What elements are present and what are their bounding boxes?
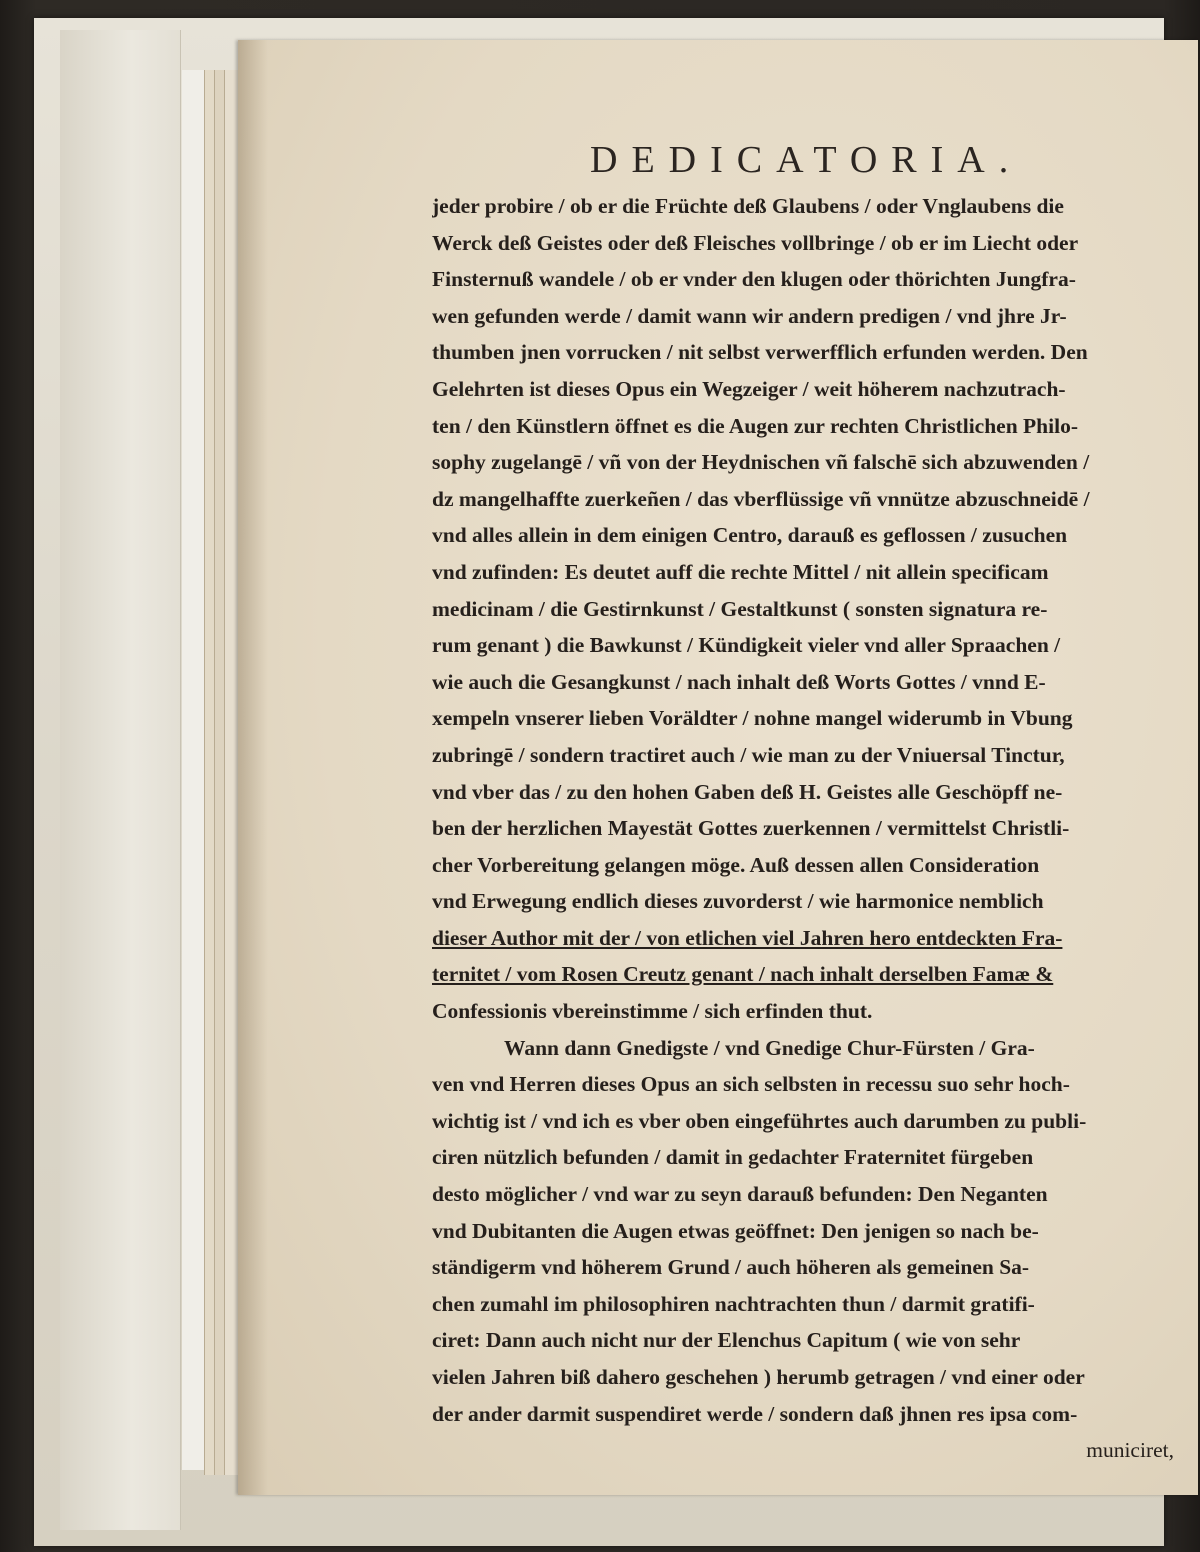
text-line: xempeln vnserer lieben Voräldter / nohne mangel widerumb in Vbung [432, 706, 1073, 731]
text-line: vnd Erwegung endlich dieses zuvorderst / wie harmonice nemblich [432, 889, 1044, 914]
text-line: medicinam / die Gestirnkunst / Gestaltkunst ( sonsten signatura re- [432, 596, 1048, 621]
paragraph-start-line: Wann dann Gnedigste / vnd Gnedige Chur-Fürsten / Gra- [504, 1035, 1035, 1060]
text-line: ciret: Dann auch nicht nur der Elenchus Capitum ( wie von sehr [432, 1328, 1021, 1353]
text-line: ben der herzlichen Mayestät Gottes zuerkennen / vermittelst Christli- [432, 816, 1070, 841]
text-line: chen zumahl im philosophiren nachtrachten thun / darmit gratifi- [432, 1291, 1035, 1316]
page-heading: DEDICATORIA. [590, 139, 1023, 181]
text-line: vnd alles allein in dem einigen Centro, darauß es geflossen / zusuchen [432, 523, 1068, 548]
text-line: sophy zugelangē / vñ von der Heydnischen vñ falschē sich abzuwenden / [432, 450, 1090, 475]
text-line: wie auch die Gesangkunst / nach inhalt deß Worts Gottes / vnnd E- [432, 669, 1046, 694]
text-line: thumben jnen vorrucken / nit selbst verwerfflich erfunden werden. Den [432, 340, 1088, 365]
text-line-underlined: dieser Author mit der / von etlichen viel Jahren hero entdeckten Fra- [432, 925, 1063, 950]
text-line: ven vnd Herren dieses Opus an sich selbsten in recessu suo sehr hoch- [432, 1072, 1070, 1097]
text-line: Werck deß Geistes oder deß Fleisches vollbringe / ob er im Liecht oder [432, 230, 1079, 255]
text-line: ten / den Künstlern öffnet es die Augen zur rechten Christlichen Philo- [432, 413, 1078, 438]
text-line: cher Vorbereitung gelangen möge. Auß dessen allen Consideration [432, 852, 1040, 877]
cover-flap [60, 30, 181, 1530]
catchword: municiret, [1086, 1438, 1174, 1463]
text-line: jeder probire / ob er die Früchte deß Glaubens / oder Vnglaubens die [432, 194, 1064, 218]
text-line-underlined: ternitet / vom Rosen Creutz genant / nach inhalt derselben Famæ & [432, 962, 1054, 987]
text-line: vielen Jahren biß dahero geschehen ) herumb getragen / vnd einer oder [432, 1365, 1085, 1389]
page-stack-edge [224, 70, 239, 1475]
text-line: Finsternuß wandele / ob er vnder den klugen oder thörichten Jungfra- [432, 267, 1076, 292]
text-line: rum genant ) die Bawkunst / Kündigkeit vieler vnd aller Spraachen / [432, 633, 1061, 658]
text-line: ständigerm vnd höherem Grund / auch höheren als gemeinen Sa- [432, 1255, 1030, 1280]
text-line: vnd vber das / zu den hohen Gaben deß H. Geistes alle Geschöpff ne- [432, 779, 1063, 804]
text-line: desto möglicher / vnd war zu seyn darauß befunden: Den Neganten [432, 1182, 1048, 1207]
paper-strip [182, 70, 205, 1470]
page-body [432, 188, 1192, 1469]
text-line: vnd zufinden: Es deutet auff die rechte Mittel / nit allein specificam [432, 559, 1049, 584]
text-line: der ander darmit suspendiret werde / sondern daß jhnen res ipsa com- [432, 1401, 1078, 1426]
page-gutter-shadow [238, 40, 268, 1495]
text-line: vnd Dubitanten die Augen etwas geöffnet: Den jenigen so nach be- [432, 1218, 1039, 1243]
text-line: dz mangelhaffte zuerkeñen / das vberflüssige vñ vnnütze abzuschneidē / [432, 486, 1090, 511]
text-line: wen gefunden werde / damit wann wir andern predigen / vnd jhre Jr- [432, 303, 1067, 328]
text-line: Gelehrten ist dieses Opus ein Wegzeiger / weit höherem nachzutrach- [432, 376, 1066, 401]
text-line: zubringē / sondern tractiret auch / wie man zu der Vniuersal Tinctur, [432, 742, 1065, 767]
text-line: ciren nützlich befunden / damit in gedachter Fraternitet fürgeben [432, 1145, 1034, 1170]
text-line: wichtig ist / vnd ich es vber oben eingeführtes auch darumben zu publi- [432, 1108, 1087, 1133]
text-line: Confessionis vbereinstimme / sich erfinden thut. [432, 999, 873, 1024]
